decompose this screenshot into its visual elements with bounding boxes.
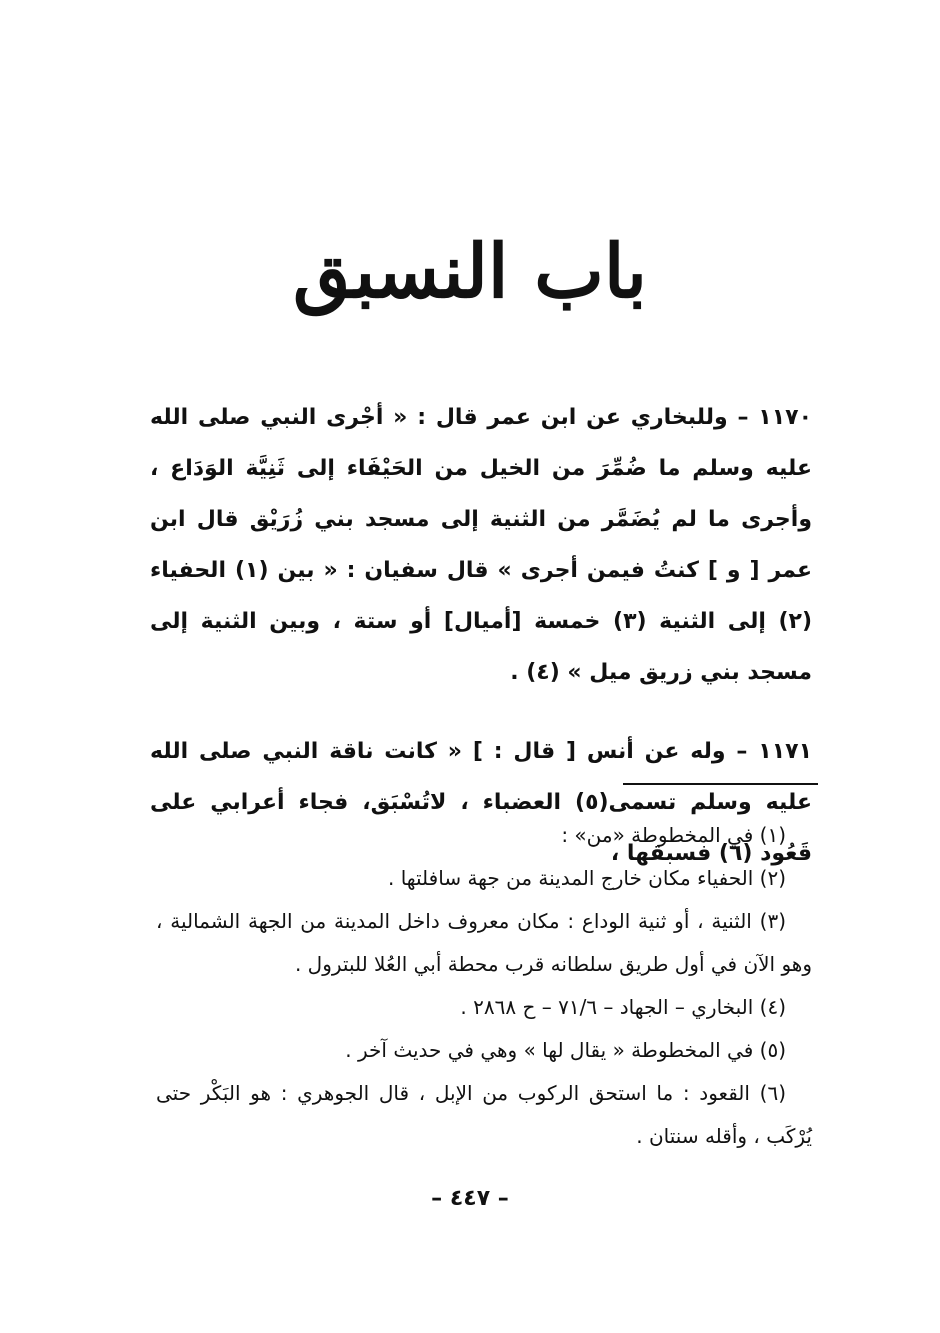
hadith-1171: ١١٧١ – وله عن أنس [ قال : ] « كانت ناقة النبي صلى الله عليه وسلم تسمى(٥) العضباء ، لاتُسْبَق، فجاء أعرابي على قَعُود (٦) فسبقها ، (150, 739, 812, 866)
main-text (150, 392, 812, 879)
footnote-4: (٤) البخاري – الجهاد – ٧١/٦ – ح ٢٨٦٨ . (460, 995, 786, 1019)
chapter-title: باب النسبق (292, 229, 648, 315)
footnote-5: (٥) في المخطوطة « يقال لها » وهي في حديث آخر . (345, 1038, 786, 1062)
footnote-1: (١) في المخطوطة «من» : (561, 823, 786, 847)
footnote-2: (٢) الحفياء مكان خارج المدينة من جهة سافلتها . (387, 866, 786, 890)
page-number: – ٤٤٧ – (431, 1186, 509, 1211)
footnote-3: (٣) الثنية ، أو ثنية الوداع : مكان معروف داخل المدينة من الجهة الشمالية ، وهو الآن في أول طريق سلطانه قرب محطة أبي العُلا للبترول . (156, 909, 812, 976)
hadith-1170: ١١٧٠ – وللبخاري عن ابن عمر قال : « أجْرى النبي صلى الله عليه وسلم ما ضُمِّرَ من الخيل من الحَيْفَاء إلى ثَنِيَّة الوَدَاع ، وأجرى ما لم يُضَمَّر من الثنية إلى مسجد بني زُرَيْق قال ابن عمر [ و ] كنتُ فيمن أجرى » قال سفيان : « بين (١) الحفياء (٢) إلى الثنية (٣) خمسة [أميال] أو ستة ، وبين الثنية إلى مسجد بني زريق ميل » (٤) . (150, 405, 813, 685)
footnote-6: (٦) القعود : ما استحق الركوب من الإبل ، قال الجوهري : هو البَكْر حتى يُرْكَب ، وأقله سنتان . (156, 1081, 812, 1148)
footnote-separator (623, 783, 818, 785)
footnotes (156, 814, 812, 1158)
